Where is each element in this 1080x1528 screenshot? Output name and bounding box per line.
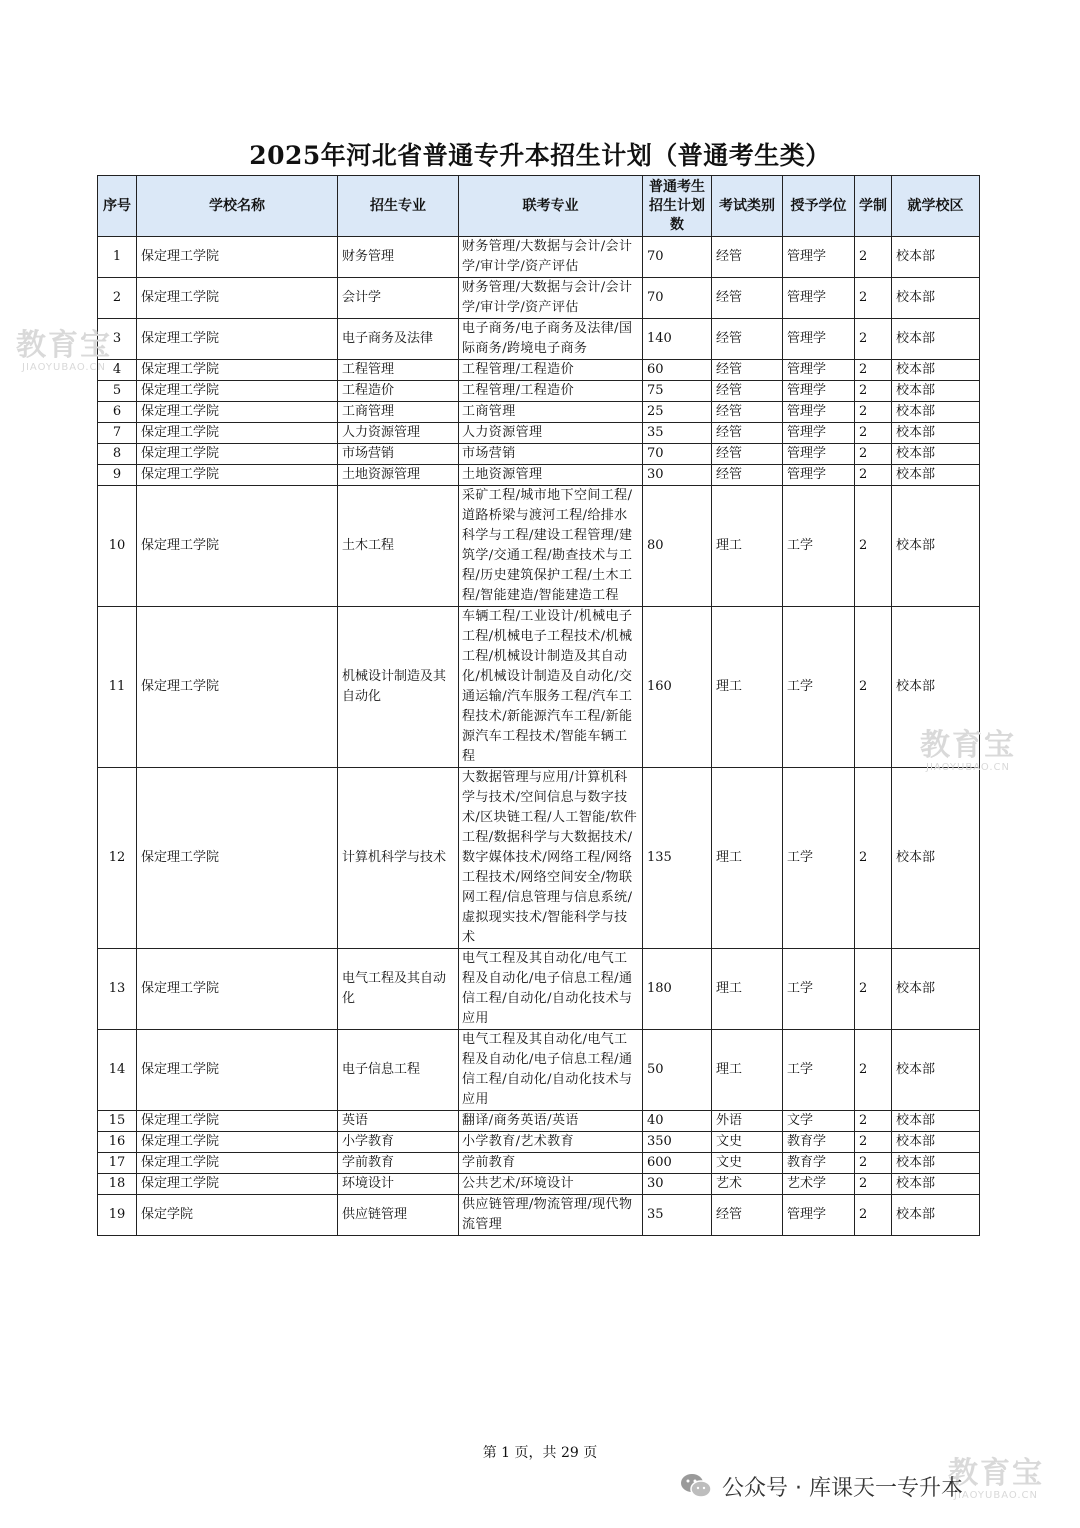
cell-exam-type: 理工 xyxy=(712,607,783,768)
watermark-brand: 教育宝 xyxy=(16,328,112,363)
cell-years: 2 xyxy=(855,319,892,360)
cell-exam-type: 经管 xyxy=(712,360,783,381)
cell-degree: 管理学 xyxy=(783,319,855,360)
cell-years: 2 xyxy=(855,1195,892,1236)
cell-quota: 30 xyxy=(643,1174,712,1195)
watermark-domain: JIAOYUBAO.CN xyxy=(22,362,106,373)
cell-seq: 9 xyxy=(98,465,137,486)
cell-quota: 70 xyxy=(643,278,712,319)
table-row xyxy=(98,237,980,278)
cell-major: 英语 xyxy=(338,1111,459,1132)
cell-school: 保定理工学院 xyxy=(137,607,338,768)
cell-joint-major: 翻译/商务英语/英语 xyxy=(459,1111,643,1132)
cell-quota: 600 xyxy=(643,1153,712,1174)
cell-years: 2 xyxy=(855,1111,892,1132)
cell-campus: 校本部 xyxy=(892,768,980,949)
cell-degree: 管理学 xyxy=(783,465,855,486)
cell-major: 工程造价 xyxy=(338,381,459,402)
table-row xyxy=(98,360,980,381)
cell-joint-major: 市场营销 xyxy=(459,444,643,465)
cell-major: 工程管理 xyxy=(338,360,459,381)
cell-joint-major: 采矿工程/城市地下空间工程/道路桥梁与渡河工程/给排水科学与工程/建设工程管理/建筑学/交通工程/勘查技术与工程/历史建筑保护工程/土木工程/智能建造/智能建造工程 xyxy=(459,486,643,607)
cell-campus: 校本部 xyxy=(892,1111,980,1132)
watermark-right xyxy=(920,730,1016,774)
cell-joint-major: 电气工程及其自动化/电气工程及自动化/电子信息工程/通信工程/自动化/自动化技术与应用 xyxy=(459,1030,643,1111)
cell-quota: 40 xyxy=(643,1111,712,1132)
header-quota: 普通考生招生计划数 xyxy=(643,176,712,237)
cell-campus: 校本部 xyxy=(892,465,980,486)
cell-exam-type: 经管 xyxy=(712,402,783,423)
cell-seq: 16 xyxy=(98,1132,137,1153)
table-row xyxy=(98,1111,980,1132)
cell-exam-type: 经管 xyxy=(712,319,783,360)
cell-years: 2 xyxy=(855,381,892,402)
cell-degree: 工学 xyxy=(783,1030,855,1111)
cell-years: 2 xyxy=(855,949,892,1030)
cell-quota: 70 xyxy=(643,444,712,465)
watermark-brand: 教育宝 xyxy=(920,728,1016,763)
cell-seq: 18 xyxy=(98,1174,137,1195)
cell-major: 环境设计 xyxy=(338,1174,459,1195)
cell-campus: 校本部 xyxy=(892,319,980,360)
watermark-domain: JIAOYUBAO.CN xyxy=(954,1490,1038,1501)
cell-degree: 管理学 xyxy=(783,1195,855,1236)
table-row xyxy=(98,486,980,607)
cell-joint-major: 人力资源管理 xyxy=(459,423,643,444)
cell-seq: 10 xyxy=(98,486,137,607)
cell-joint-major: 土地资源管理 xyxy=(459,465,643,486)
cell-years: 2 xyxy=(855,237,892,278)
cell-quota: 135 xyxy=(643,768,712,949)
page-title: 2025年河北省普通专升本招生计划（普通考生类） xyxy=(249,141,831,170)
cell-seq: 6 xyxy=(98,402,137,423)
cell-quota: 50 xyxy=(643,1030,712,1111)
cell-degree: 管理学 xyxy=(783,381,855,402)
cell-school: 保定理工学院 xyxy=(137,319,338,360)
cell-school: 保定理工学院 xyxy=(137,237,338,278)
cell-degree: 管理学 xyxy=(783,237,855,278)
cell-joint-major: 大数据管理与应用/计算机科学与技术/空间信息与数字技术/区块链工程/人工智能/软件工程/数据科学与大数据技术/数字媒体技术/网络工程/网络工程技术/网络空间安全/物联网工程/信息管理与信息系统/虚拟现实技术/智能科学与技术 xyxy=(459,768,643,949)
cell-campus: 校本部 xyxy=(892,444,980,465)
header-years: 学制 xyxy=(855,176,892,237)
cell-years: 2 xyxy=(855,486,892,607)
cell-seq: 13 xyxy=(98,949,137,1030)
cell-school: 保定理工学院 xyxy=(137,1174,338,1195)
cell-degree: 教育学 xyxy=(783,1132,855,1153)
table-row xyxy=(98,1195,980,1236)
table-body xyxy=(98,237,980,1236)
cell-school: 保定理工学院 xyxy=(137,1132,338,1153)
cell-school: 保定理工学院 xyxy=(137,768,338,949)
cell-school: 保定理工学院 xyxy=(137,1030,338,1111)
cell-exam-type: 经管 xyxy=(712,444,783,465)
wechat-account-label xyxy=(680,1471,963,1501)
table-row xyxy=(98,319,980,360)
cell-exam-type: 艺术 xyxy=(712,1174,783,1195)
cell-campus: 校本部 xyxy=(892,607,980,768)
cell-degree: 工学 xyxy=(783,768,855,949)
cell-exam-type: 经管 xyxy=(712,381,783,402)
table-row xyxy=(98,768,980,949)
enrollment-plan-table xyxy=(97,175,980,1236)
cell-exam-type: 外语 xyxy=(712,1111,783,1132)
cell-years: 2 xyxy=(855,1153,892,1174)
cell-degree: 管理学 xyxy=(783,423,855,444)
header-joint-major: 联考专业 xyxy=(459,176,643,237)
cell-seq: 11 xyxy=(98,607,137,768)
cell-campus: 校本部 xyxy=(892,360,980,381)
cell-joint-major: 电气工程及其自动化/电气工程及自动化/电子信息工程/通信工程/自动化/自动化技术与应用 xyxy=(459,949,643,1030)
page-number: 第 1 页，共 29 页 xyxy=(482,1445,598,1461)
cell-school: 保定理工学院 xyxy=(137,1153,338,1174)
cell-quota: 75 xyxy=(643,381,712,402)
cell-major: 电子商务及法律 xyxy=(338,319,459,360)
wechat-label: 公众号 · 库课天一专升本 xyxy=(722,1475,963,1501)
wechat-icon xyxy=(680,1472,712,1500)
cell-years: 2 xyxy=(855,1174,892,1195)
table-row xyxy=(98,1030,980,1111)
cell-major: 土地资源管理 xyxy=(338,465,459,486)
cell-exam-type: 理工 xyxy=(712,768,783,949)
header-degree: 授予学位 xyxy=(783,176,855,237)
cell-joint-major: 电子商务/电子商务及法律/国际商务/跨境电子商务 xyxy=(459,319,643,360)
cell-joint-major: 工商管理 xyxy=(459,402,643,423)
cell-years: 2 xyxy=(855,607,892,768)
header-campus: 就学校区 xyxy=(892,176,980,237)
cell-seq: 8 xyxy=(98,444,137,465)
cell-seq: 3 xyxy=(98,319,137,360)
table-row xyxy=(98,1132,980,1153)
cell-seq: 2 xyxy=(98,278,137,319)
cell-major: 计算机科学与技术 xyxy=(338,768,459,949)
cell-quota: 60 xyxy=(643,360,712,381)
header-exam-type: 考试类别 xyxy=(712,176,783,237)
cell-school: 保定理工学院 xyxy=(137,949,338,1030)
cell-joint-major: 工程管理/工程造价 xyxy=(459,381,643,402)
table-row xyxy=(98,949,980,1030)
cell-seq: 7 xyxy=(98,423,137,444)
cell-degree: 教育学 xyxy=(783,1153,855,1174)
cell-campus: 校本部 xyxy=(892,1030,980,1111)
cell-exam-type: 理工 xyxy=(712,486,783,607)
cell-school: 保定理工学院 xyxy=(137,402,338,423)
cell-campus: 校本部 xyxy=(892,486,980,607)
watermark-domain: JIAOYUBAO.CN xyxy=(926,762,1010,773)
table-row xyxy=(98,1174,980,1195)
cell-joint-major: 车辆工程/工业设计/机械电子工程/机械电子工程技术/机械工程/机械设计制造及其自动化/机械设计制造及自动化/交通运输/汽车服务工程/汽车工程技术/新能源汽车工程/新能源汽车工程技术/智能车辆工程 xyxy=(459,607,643,768)
cell-school: 保定理工学院 xyxy=(137,423,338,444)
cell-quota: 35 xyxy=(643,423,712,444)
cell-joint-major: 财务管理/大数据与会计/会计学/审计学/资产评估 xyxy=(459,278,643,319)
cell-school: 保定理工学院 xyxy=(137,486,338,607)
cell-degree: 管理学 xyxy=(783,360,855,381)
table-row xyxy=(98,423,980,444)
cell-joint-major: 公共艺术/环境设计 xyxy=(459,1174,643,1195)
cell-major: 学前教育 xyxy=(338,1153,459,1174)
cell-joint-major: 财务管理/大数据与会计/会计学/审计学/资产评估 xyxy=(459,237,643,278)
table-row xyxy=(98,381,980,402)
cell-major: 电气工程及其自动化 xyxy=(338,949,459,1030)
table-row xyxy=(98,402,980,423)
cell-degree: 工学 xyxy=(783,607,855,768)
cell-school: 保定学院 xyxy=(137,1195,338,1236)
cell-quota: 140 xyxy=(643,319,712,360)
cell-school: 保定理工学院 xyxy=(137,465,338,486)
cell-school: 保定理工学院 xyxy=(137,278,338,319)
cell-quota: 160 xyxy=(643,607,712,768)
cell-exam-type: 经管 xyxy=(712,278,783,319)
cell-years: 2 xyxy=(855,278,892,319)
cell-seq: 1 xyxy=(98,237,137,278)
cell-degree: 工学 xyxy=(783,486,855,607)
cell-major: 小学教育 xyxy=(338,1132,459,1153)
cell-campus: 校本部 xyxy=(892,1153,980,1174)
cell-seq: 4 xyxy=(98,360,137,381)
cell-years: 2 xyxy=(855,444,892,465)
cell-years: 2 xyxy=(855,465,892,486)
cell-exam-type: 文史 xyxy=(712,1132,783,1153)
cell-years: 2 xyxy=(855,768,892,949)
table-row xyxy=(98,278,980,319)
cell-campus: 校本部 xyxy=(892,381,980,402)
table-row xyxy=(98,465,980,486)
cell-school: 保定理工学院 xyxy=(137,1111,338,1132)
cell-quota: 80 xyxy=(643,486,712,607)
cell-school: 保定理工学院 xyxy=(137,444,338,465)
cell-seq: 15 xyxy=(98,1111,137,1132)
cell-years: 2 xyxy=(855,1132,892,1153)
cell-campus: 校本部 xyxy=(892,423,980,444)
cell-campus: 校本部 xyxy=(892,278,980,319)
cell-major: 供应链管理 xyxy=(338,1195,459,1236)
cell-years: 2 xyxy=(855,360,892,381)
cell-seq: 19 xyxy=(98,1195,137,1236)
table-row xyxy=(98,444,980,465)
cell-quota: 35 xyxy=(643,1195,712,1236)
cell-campus: 校本部 xyxy=(892,949,980,1030)
cell-campus: 校本部 xyxy=(892,402,980,423)
cell-major: 人力资源管理 xyxy=(338,423,459,444)
cell-exam-type: 经管 xyxy=(712,1195,783,1236)
cell-major: 财务管理 xyxy=(338,237,459,278)
cell-school: 保定理工学院 xyxy=(137,381,338,402)
cell-joint-major: 小学教育/艺术教育 xyxy=(459,1132,643,1153)
cell-degree: 管理学 xyxy=(783,278,855,319)
cell-quota: 180 xyxy=(643,949,712,1030)
cell-campus: 校本部 xyxy=(892,1132,980,1153)
cell-seq: 14 xyxy=(98,1030,137,1111)
cell-years: 2 xyxy=(855,423,892,444)
cell-seq: 12 xyxy=(98,768,137,949)
table-row xyxy=(98,607,980,768)
table-header-row xyxy=(98,176,980,237)
cell-degree: 艺术学 xyxy=(783,1174,855,1195)
cell-campus: 校本部 xyxy=(892,1174,980,1195)
cell-seq: 5 xyxy=(98,381,137,402)
cell-exam-type: 文史 xyxy=(712,1153,783,1174)
cell-exam-type: 理工 xyxy=(712,949,783,1030)
cell-exam-type: 经管 xyxy=(712,237,783,278)
cell-seq: 17 xyxy=(98,1153,137,1174)
cell-major: 电子信息工程 xyxy=(338,1030,459,1111)
cell-major: 工商管理 xyxy=(338,402,459,423)
cell-major: 市场营销 xyxy=(338,444,459,465)
watermark-brand: 教育宝 xyxy=(948,1456,1044,1491)
cell-degree: 文学 xyxy=(783,1111,855,1132)
table-row xyxy=(98,1153,980,1174)
cell-years: 2 xyxy=(855,402,892,423)
watermark-left xyxy=(16,330,112,374)
cell-degree: 管理学 xyxy=(783,444,855,465)
header-school: 学校名称 xyxy=(137,176,338,237)
header-seq: 序号 xyxy=(98,176,137,237)
cell-major: 机械设计制造及其自动化 xyxy=(338,607,459,768)
cell-quota: 350 xyxy=(643,1132,712,1153)
cell-exam-type: 经管 xyxy=(712,423,783,444)
cell-degree: 管理学 xyxy=(783,402,855,423)
cell-quota: 70 xyxy=(643,237,712,278)
header-major: 招生专业 xyxy=(338,176,459,237)
cell-campus: 校本部 xyxy=(892,1195,980,1236)
cell-major: 会计学 xyxy=(338,278,459,319)
cell-degree: 工学 xyxy=(783,949,855,1030)
cell-years: 2 xyxy=(855,1030,892,1111)
cell-exam-type: 经管 xyxy=(712,465,783,486)
cell-campus: 校本部 xyxy=(892,237,980,278)
cell-quota: 30 xyxy=(643,465,712,486)
cell-joint-major: 工程管理/工程造价 xyxy=(459,360,643,381)
cell-joint-major: 供应链管理/物流管理/现代物流管理 xyxy=(459,1195,643,1236)
cell-school: 保定理工学院 xyxy=(137,360,338,381)
cell-joint-major: 学前教育 xyxy=(459,1153,643,1174)
cell-exam-type: 理工 xyxy=(712,1030,783,1111)
cell-major: 土木工程 xyxy=(338,486,459,607)
cell-quota: 25 xyxy=(643,402,712,423)
